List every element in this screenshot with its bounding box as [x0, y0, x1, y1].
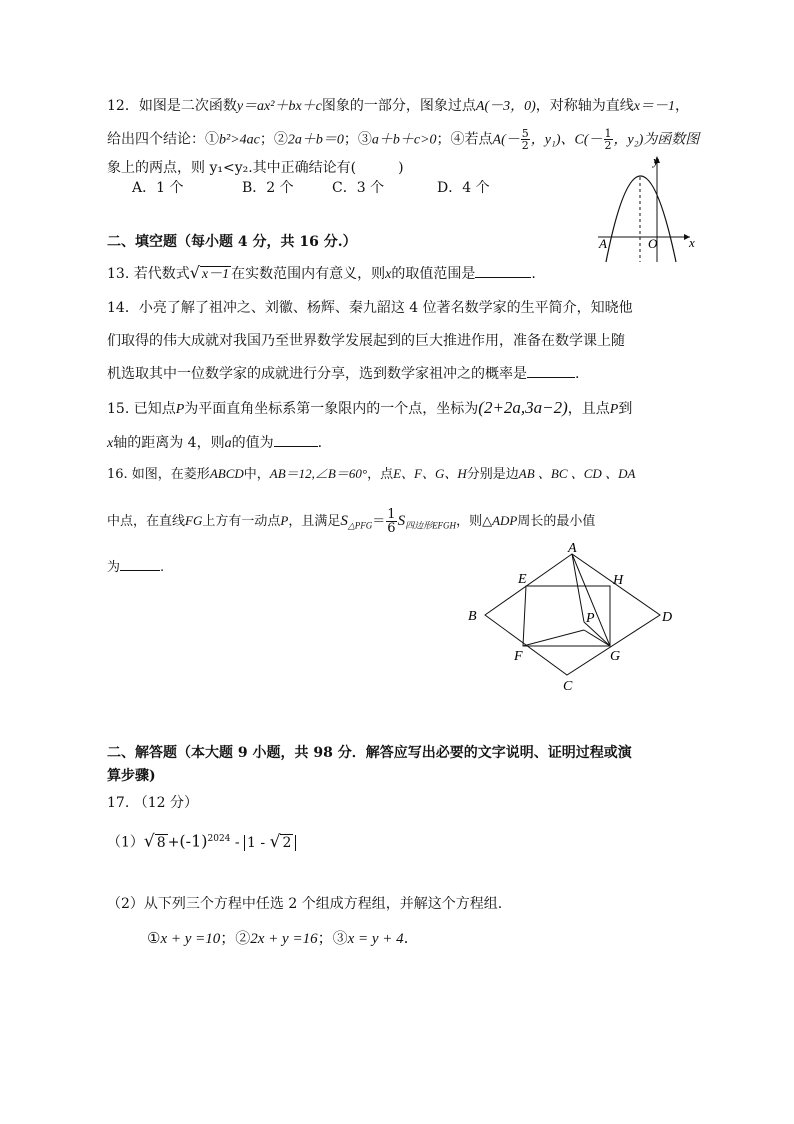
q14-line2: 们取得的伟大成就对我国乃至世界数学发展起到的巨大推进作用，准备在数学课上随 — [107, 333, 625, 349]
point-a-label: A — [599, 236, 607, 251]
label-d: D — [662, 610, 673, 625]
section-2-title: 二、填空题（每小题 4 分，共 16 分.） — [107, 234, 357, 250]
option-a[interactable]: A．1 个 — [132, 180, 184, 196]
q12-number: 12． — [107, 98, 139, 114]
label-b: B — [468, 609, 477, 624]
q14-line3: 机选取其中一位数学家的成就进行分享，选到数学家祖冲之的概率是 . — [107, 366, 580, 382]
q14-line1: 14．小亮了解了祖冲之、刘徽、杨辉、秦九韶这 4 位著名数学家的生平简介，知晓他 — [107, 300, 633, 316]
q16-line2: 中点，在直线FG上方有一动点P，且满足$S_{\triangle PFG}=$ $\frac{1}{6}$ $S_{四边形EFGH}$，则△ADP周长的最小值 — [107, 507, 596, 536]
parabola-curve — [606, 176, 676, 262]
q15-line2: x轴的距离为 4，则a的值为 . — [107, 435, 323, 451]
q17-header: 17. （12 分） — [107, 795, 198, 811]
fraction-1-2: $\frac{1}{2}$ — [604, 127, 612, 152]
equation-3: x = y + 4 — [347, 931, 404, 947]
q12-formula: y＝ax²＋bx＋c — [236, 99, 322, 114]
q17-equations: ①x + y =10；②2x + y =16；③x = y + 4. — [147, 929, 409, 947]
fraction-5-2: $\frac{5}{2}$ — [521, 127, 529, 152]
option-d[interactable]: D．4 个 — [437, 180, 490, 196]
q17-part2-text: （2）从下列三个方程中任选 2 个组成方程组，并解这个方程组. — [107, 896, 503, 912]
label-g: G — [610, 649, 621, 664]
label-h: H — [613, 573, 624, 588]
segment-ap — [572, 554, 584, 622]
q12-line1: 12．如图是二次函数y＝ax²＋bx＋c图象的一部分，图象过点A(－3，0)，对称轴为直线x＝－1， — [107, 98, 689, 114]
option-b[interactable]: B．2 个 — [242, 180, 294, 196]
label-p: P — [586, 611, 595, 626]
section-3-title-line1: 二、解答题（本大题 9 小题，共 98 分．解答应写出必要的文字说明、证明过程或演 — [107, 745, 632, 761]
q14-answer-blank[interactable] — [527, 365, 575, 378]
label-a: A — [568, 541, 577, 556]
q12-line3: 象上的两点，则 y₁<y₂.其中正确结论有( ) — [107, 160, 404, 176]
q17-part1: （1）√ $8 +(-1)^{2024} - 1$ - √ 2 — [107, 828, 296, 854]
q13-answer-blank[interactable] — [475, 265, 531, 278]
q16-line1: 16. 如图，在菱形ABCD中，AB＝12,∠B＝60°，点E、F、G、H分别是边AB 、BC 、CD 、DA — [107, 466, 636, 482]
q16-answer-blank[interactable] — [120, 558, 160, 571]
x-label: x — [689, 235, 695, 250]
rhombus-abcd — [485, 554, 660, 675]
y-label: y — [653, 153, 659, 168]
q13-radicand: x－1 — [201, 267, 230, 282]
q12-line2: 给出四个结论：①b²>4ac；②2a＋b＝0；③a＋b＋c>0；④若点A(－ $\frac{5}{2}$ ，y₁)、C(－ $\frac{1}{2}$ ，y₂)为函数图 — [107, 127, 700, 152]
option-c[interactable]: C．3 个 — [332, 180, 385, 196]
label-e: E — [518, 572, 527, 587]
q13: 13. 若代数式√ x－1 在实数范围内有意义，则x的取值范围是 . — [107, 263, 536, 282]
quadrilateral-efgh — [523, 586, 610, 646]
rhombus-figure — [460, 540, 690, 690]
equation-1: x + y =10 — [160, 931, 221, 947]
parabola-graph — [590, 150, 700, 265]
segment-ag — [572, 554, 610, 646]
label-c: C — [563, 679, 573, 690]
q15-answer-blank[interactable] — [274, 434, 318, 447]
q15-line1: 15. 已知点P为平面直角坐标系第一象限内的一个点，坐标为(2+2a,3a−2)，且点P到 — [107, 398, 633, 417]
equation-2: 2x + y =16 — [250, 931, 318, 947]
segment-pf — [523, 630, 584, 646]
fraction-1-6: $\frac{1}{6}$ — [387, 507, 396, 536]
q16-line3: 为 . — [107, 560, 165, 575]
q15-coordinates: (2+2a,3a−2) — [478, 398, 568, 417]
label-f: F — [514, 649, 523, 664]
section-3-title-line2: 算步骤) — [107, 768, 156, 784]
origin-label: O — [648, 236, 658, 251]
segment-p-g-lower — [584, 630, 610, 646]
